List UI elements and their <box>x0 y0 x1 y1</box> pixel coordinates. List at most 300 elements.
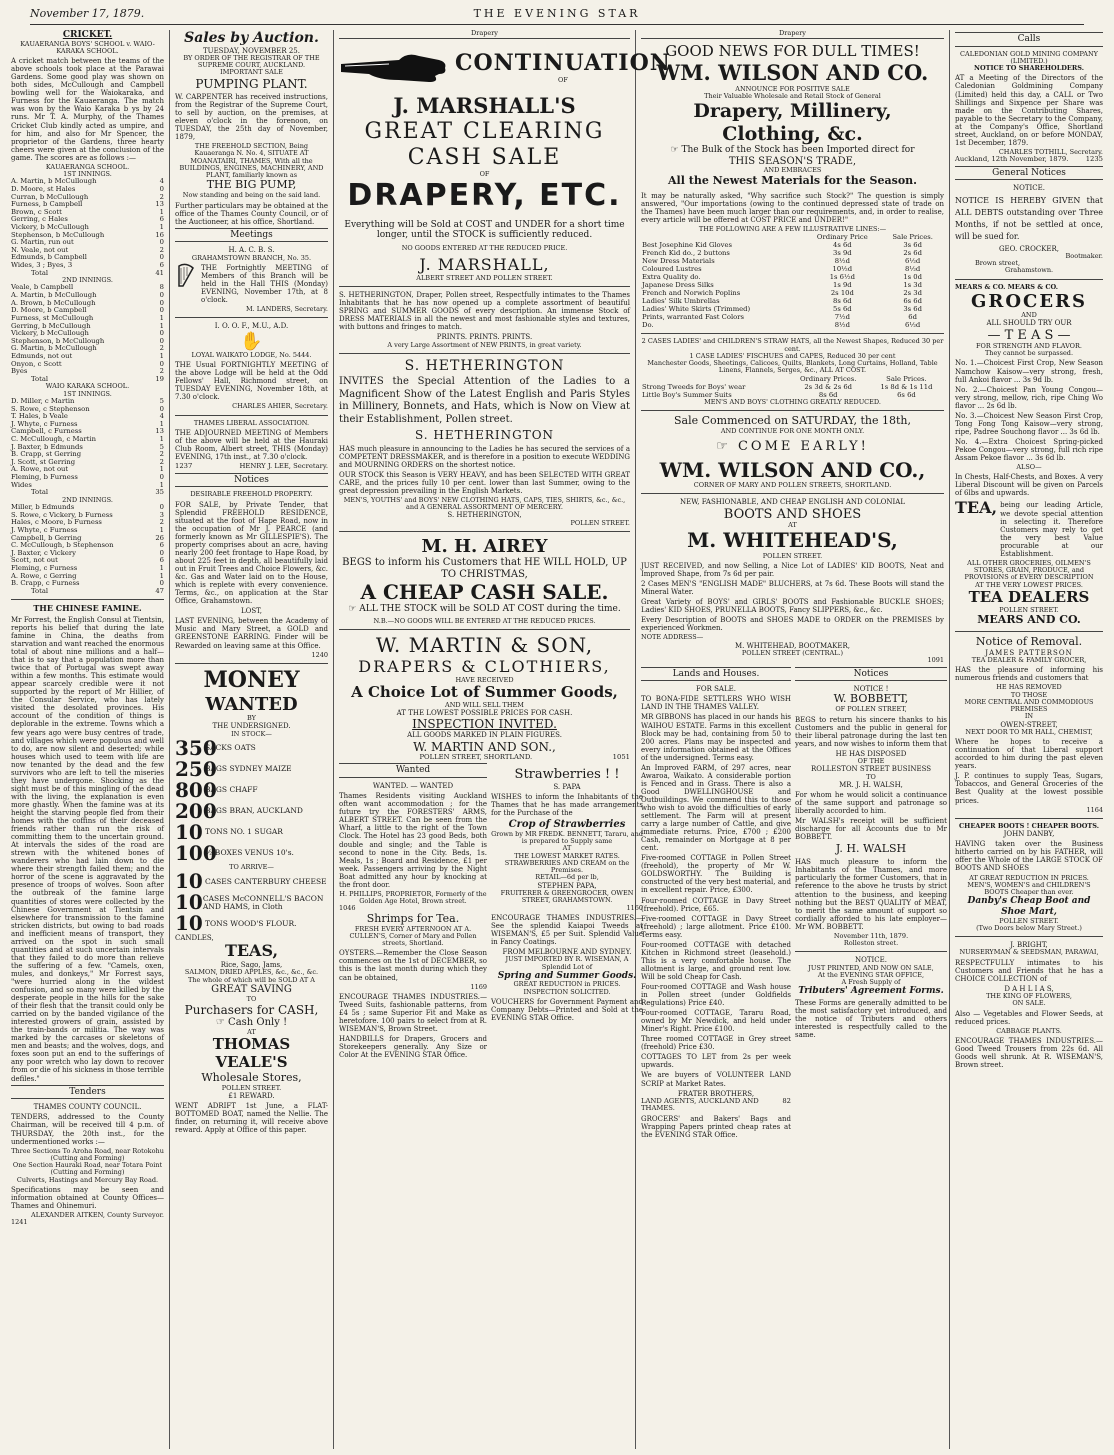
has-pleasure: HAS the pleasure of informing his numerous friends and customers that <box>955 666 1103 683</box>
walsh: J. H. WALSH <box>835 842 907 856</box>
danby-text: HAVING taken over the Business hitherto carried on by his FATHER, will offer the Whole of the LARGE STOCK OF BOOTS AND SHOES <box>955 840 1103 873</box>
ad-number: 1237 <box>175 462 193 471</box>
sale-commenced: Sale Commenced on SATURDAY, the 18th, <box>674 413 911 427</box>
cabbage-plants: CABBAGE PLANTS. <box>996 1026 1062 1035</box>
to-label: TO <box>866 772 876 781</box>
mears-signature: MEARS AND CO. <box>977 612 1081 626</box>
item-name: Ladies' Silk Umbrellas <box>642 297 720 306</box>
price-row <box>641 249 944 257</box>
tweed-table: Ordinary Prices. Sale Prices. Strong Tweeds for Boys' wear 2s 3d & 2s 6d 1s 8d & 1s 11d Little Boy's Summer Suits 8s 6d 6s 6d <box>641 375 944 399</box>
wilson-signature: WM. WILSON AND CO., <box>659 457 926 482</box>
inspection-invited: INSPECTION INVITED. <box>412 717 557 732</box>
runs: 13 <box>155 427 164 436</box>
shrimps: Shrimps for Tea. <box>366 911 460 925</box>
price: 10½d <box>832 265 853 274</box>
dahlias: D A H L I A S, <box>1004 984 1054 993</box>
ad-number: 1240 <box>311 650 328 659</box>
boys-clothing: MEN'S AND BOYS' CLOTHING GREATLY REDUCED. <box>704 397 881 406</box>
wanted-column <box>339 761 487 1061</box>
freehold-text: THE FREEHOLD SECTION, Being Kauaeranga N. No. 4, SITUATE AT MOANATAIRI, THAMES, With all the BUILDINGS, ENGINES, MACHINERY, AND PLANT, familiarly known as <box>179 142 324 180</box>
liberal-heading: THAMES LIBERAL ASSOCIATION. <box>193 418 310 427</box>
stock-item: TONS NO. 1 SUGAR <box>205 827 283 837</box>
jp-text: J. P. continues to supply Teas, Sugars, Tobaccos, and General Groceries of the Best Quality at the lowest possible prices. <box>955 772 1103 805</box>
removal-heading: Notice of Removal. <box>975 634 1083 648</box>
ioof-heading: I. O. O. F., M.U., A.D. <box>214 322 289 331</box>
stock-quantity: 10 <box>175 911 203 936</box>
danby-mart: Danby's Cheap Boot and Shoe Mart, <box>967 896 1091 917</box>
team-2-name: WAIO KARAKA SCHOOL. <box>45 382 130 391</box>
reward-heading: £1 REWARD. <box>228 1091 275 1100</box>
batsman: Furness, st McCullough <box>11 313 94 322</box>
bright-text: RESPECTFULLY intimates to his Customers and Friends that he has a CHOICE COLLECTION of <box>955 958 1103 983</box>
price: 8s 6d <box>818 390 838 399</box>
batsman: Vickery, b McCullough <box>11 329 89 338</box>
price-table: Ordinary Price Sale Prices. Best Josephine Kid Gloves 4s 6d 3s 6d French Kid do., 2 buttons 3s 9d 2s 6d New Dress Materials 8½d 6½d Coloured Lustres 10½d 8½d Extra Quality do. 1s 6½d 1s 0d Japanese Dress Silks 1s 9d 1s 3d French and Norwich Poplins 2s 10d 2s 3d Ladies' Silk Umbrellas 8s 6d 6s 6d Ladies' White Skirts (Trimmed) 5s 6d 3s 6d Prints, warranted Fast Colors 7½d 6d Do. 8½d 6½d <box>641 233 944 329</box>
runs: 1 <box>159 571 164 580</box>
stock-item: ½-BOXES VENUS 10's. <box>205 848 294 858</box>
batsman: Wides, 3 ; Byes, 3 <box>11 260 73 269</box>
runs: 6 <box>159 541 164 550</box>
land-agents: LAND AGENTS, AUCKLAND AND THAMES. <box>641 1096 759 1113</box>
caledonian-text: AT a Meeting of the Directors of the Caledonian Goldmining Company (Limited) held this day, a CALL or Two Shillings and Sixpence per Share was made on the Contributing Shares, payable to the Secretary to the Company, at the Company's Office, Shortland street, Auckland, on or before MONDAY, 1st December, 1879. <box>955 74 1103 147</box>
martin-address: POLLEN STREET, SHORTLAND. <box>419 752 533 761</box>
item-name: Extra Quality do. <box>642 273 701 282</box>
note-address: NOTE ADDRESS— <box>641 633 704 642</box>
stock-row <box>175 892 328 913</box>
runs: 0 <box>159 359 164 368</box>
auction-heading: Sales by Auction. <box>184 30 319 46</box>
cash-sale: CASH SALE <box>407 144 562 170</box>
purchasers: Purchasers for CASH, <box>184 1003 319 1018</box>
lowest-prices: AT THE VERY LOWEST PRICES. <box>975 580 1083 589</box>
batsman: T. Hales, b Veale <box>11 412 68 421</box>
price: 2s 10d <box>830 289 854 298</box>
bobbett-text: BEGS to return his sincere thanks to his Customers and the public in general for their liberal patronage during the last ten years, and now wishes to inform them that <box>795 715 947 748</box>
teas: — T E A S — <box>987 327 1071 343</box>
batsman: C. McCullough, c Martin <box>11 434 97 443</box>
batsman: N. Veale, not out <box>11 245 69 254</box>
council-heading: THAMES COUNTY COUNCIL. <box>33 1103 142 1112</box>
disposed: HE HAS DISPOSED <box>835 749 907 758</box>
auction-date: TUESDAY, NOVEMBER 25. <box>203 46 300 55</box>
tea-item: No. 3.—Choicest New Season First Crop, Tong Fong Tong Kaisow—very strong, ripe, Padree Souchong flavor ... 3s 6d lb. <box>955 411 1103 436</box>
price-row <box>641 265 944 273</box>
runs: 1 <box>159 222 164 231</box>
caledonian: CALEDONIAN GOLD MINING COMPANY (LIMITED.) <box>960 49 1098 65</box>
teas-sub: Rice, Sago, Jams, <box>220 961 283 970</box>
runs: 0 <box>159 298 164 307</box>
price-row <box>641 297 944 305</box>
corner: CORNER OF MARY AND POLLEN STREETS, SHORTLAND. <box>693 481 892 490</box>
runs: 16 <box>155 230 164 239</box>
stock-item: BAGS BRAN, AUCKLAND <box>205 806 303 816</box>
scores-2 <box>11 284 164 375</box>
continuation: CONTINUATION <box>455 49 671 76</box>
section-meetings: Meetings <box>175 228 328 243</box>
batsman: Stephenson, b McCullough <box>11 336 105 345</box>
cottage-listing: Five-roomed COTTAGE in Davy Street (freehold) ; large allotment. Price £100. Terms easy. <box>641 914 791 939</box>
pollen-street: POLLEN STREET. <box>999 605 1059 614</box>
stock-quantity: 800 <box>175 777 217 802</box>
bootmaker: Bootmaker. <box>1065 251 1103 260</box>
carpenter-text: W. CARPENTER has received instructions, from the Registrar of the Supreme Court, to sell by auction, on the premises, at eleven o'clock in the forenoon, on TUESDAY, the 25th day of November, 1879, <box>175 92 328 141</box>
to-those: TO THOSE <box>1010 690 1048 699</box>
mens-boots: MEN'S, WOMEN'S and CHILDREN'S BOOTS Cheaper than ever. <box>967 880 1091 897</box>
straw-hats: 2 CASES LADIES' and CHILDREN'S STRAW HATS, all the Newest Shapes, Reduced 30 per cent. <box>641 337 944 353</box>
also: ALSO— <box>1016 463 1042 472</box>
price: 8½d <box>905 265 921 274</box>
of-label: OF <box>479 169 490 178</box>
price: 1s 0d <box>903 273 922 282</box>
bulk-text: ☞ The Bulk of the Stock has been Imported direct for <box>670 145 915 156</box>
runs: 1 <box>159 351 164 360</box>
grahamstown: Grahamstown. <box>1005 266 1054 275</box>
hacbs-signature: M. LANDERS, Secretary. <box>245 305 328 314</box>
runs: 0 <box>159 329 164 338</box>
ad-number: 1160 <box>626 903 643 912</box>
hetherington-signature: S. HETHERINGTON, <box>447 511 522 520</box>
stock-item: CASES McCONNELL'S BACON AND HAMS, in Cloth <box>202 893 324 911</box>
all-other: ALL OTHER GROCERIES, OILMEN'S STORES, GRAIN, PRODUCE, and PROVISIONS of EVERY DESCRIPTION <box>964 558 1094 582</box>
runs: 0 <box>159 503 164 512</box>
stock-row <box>175 913 328 934</box>
runs: 6 <box>159 556 164 565</box>
airey-heading: M. H. AIREY <box>421 535 548 557</box>
paper-title: THE EVENING STAR <box>473 7 641 20</box>
star-office: At the EVENING STAR OFFICE, <box>817 970 925 979</box>
at-label: AT <box>562 844 572 853</box>
item-name: French Kid do., 2 buttons <box>642 249 730 258</box>
money-heading: MONEY <box>203 666 300 693</box>
great-clearing: GREAT CLEARING <box>364 119 605 145</box>
wanted-text: Thames Residents visiting Auckland often want accommodation ; for the future try the FORESTERS' ARMS, ALBERT STREET. Can be seen from the Wharf, a little to the right of the Town Clock. The Hotel has 23 good Beds, both double and single; and the Table is second to none in the City. Beds, 1s. Meals, 1s ; Board and Residence, £1 per week. Passengers arriving by the Night Boat admitted any hour by knocking at the front door. <box>339 792 487 889</box>
runs: 13 <box>155 200 164 209</box>
papa-heading: S. PAPA <box>553 782 581 791</box>
batsman: Gerring, c Hales <box>11 215 68 224</box>
melbourne: FROM MELBOURNE AND SYDNEY. <box>502 947 632 956</box>
price: 2s 6d <box>903 249 922 258</box>
council-text: TENDERS, addressed to the County Chairman, will be received till 4 p.m. of THURSDAY, the 20th inst., for the undermentioned works :— <box>11 1113 164 1146</box>
manchester: Manchester Goods, Sheetings, Calicoes, Quilts, Blankets, Long Curtains, Holland, Table Linens, Flannels, Serges, &c., ALL AT COST. <box>647 359 938 375</box>
marshall-signature: J. MARSHALL, <box>419 255 550 275</box>
price: 6½d <box>905 321 921 330</box>
walsh-text: HAS much pleasure to inform the Inhabitants of the Thames, and more particularly the former Customers, that in reference to the above he trusts by strict attention to the business, and keeping nothing but the BEST QUALITY of MEAT, to merit the same amount of support so cordially afforded to his late employer—Mr WM. BOBBETT. <box>795 858 947 931</box>
encourage-text: ENCOURAGE THAMES INDUSTRIES.—Good Tweed Trousers from 22s 6d. All Goods well shrunk. At R. WISEMAN'S, Brown street. <box>955 1036 1103 1070</box>
wanted-heading: WANTED <box>205 693 298 715</box>
batsman: Onyon, c Scott <box>11 359 62 368</box>
and-label: AND <box>1021 311 1037 320</box>
runs: 1 <box>159 313 164 322</box>
total-row: Total 41 <box>31 268 164 277</box>
nb-text: N.B.—NO GOODS WILL BE ENTERED AT THE REDUCED PRICES. <box>373 617 596 625</box>
tea-dealers: TEA DEALERS <box>968 587 1090 606</box>
next-door: NEXT DOOR TO MR HALL, CHEMIST, <box>965 727 1093 736</box>
innings-label: 1ST INNINGS. <box>63 170 112 179</box>
stock-row <box>175 798 328 823</box>
council-signature: ALEXANDER AITKEN, County Surveyor. <box>31 1211 164 1220</box>
great-reduction: GREAT REDUCTION in PRICES. INSPECTION SOLICITED. <box>513 980 621 996</box>
chests-text: In Chests, Half-Chests, and Boxes. A very Liberal Discount will be given on Parcels of 6lbs and upwards. <box>955 473 1103 498</box>
score-row <box>11 361 164 369</box>
price: 2s 3d & 2s 6d <box>804 382 853 391</box>
undersigned: THE UNDERSIGNED. <box>212 722 291 731</box>
salmon: SALMON, DRIED APPLES, &c., &c., &c. <box>184 968 319 977</box>
runs: 2 <box>159 457 164 466</box>
price: 3s 6d <box>903 241 922 250</box>
section-wanted: Wanted <box>339 763 487 778</box>
stock-item: CASES CANTERBURY CHEESE <box>205 876 327 886</box>
receipt-text: Mr WALSH's receipt will be sufficient discharge for all Accounts due to Mr BOBBETT. <box>795 817 947 842</box>
on-sale: ON SALE. <box>1012 999 1046 1008</box>
batsman: Stephenson, b McCullough <box>11 230 105 239</box>
batsman: A. Rowe, c Gerring <box>11 571 77 580</box>
gibbons-text: MR GIBBONS has placed in our hands his WAIHOU ESTATE. Farms in this excellent Block may be had, containing from 50 to 200 acres. Plans may be inspected and every information obtained at the Offices of the undersigned. Terms easy. <box>641 713 791 762</box>
airey-text: BEGS to inform his Customers that HE WILL HOLD, UP TO CHRISTMAS, <box>342 557 627 580</box>
walsh-to: MR. J. H. WALSH, <box>839 780 903 789</box>
strawberries-column <box>491 761 643 1024</box>
wanted-head: WANTED. — WANTED <box>372 781 454 790</box>
come-early: ☞ COME EARLY! <box>716 439 869 455</box>
ad-number: 1046 <box>339 904 356 913</box>
just-printed: JUST PRINTED, AND NOW ON SALE, <box>808 963 934 972</box>
have-received: HAVE RECEIVED <box>455 675 514 684</box>
martin-heading: W. MARTIN & SON, <box>375 633 594 658</box>
wanted-signature: H. PHILLIPS, PROPRIETOR, Formerly of the Golden Age Hotel, Brown street. <box>339 889 487 906</box>
batsman: G. Martin, b McCullough <box>11 344 97 353</box>
caledonian-date: Auckland, 12th November, 1879. <box>955 155 1069 164</box>
waikato-lodge: LOYAL WAIKATO LODGE, No. 5444. <box>191 350 312 359</box>
cottage-listing: Four-roomed COTTAGE in Davy Street (freehold). Price, £65. <box>641 896 791 913</box>
walsh-date: November 11th, 1879. <box>833 931 909 940</box>
in-label: IN <box>1024 712 1034 721</box>
drapery-millinery: Drapery, Millinery, Clothing, &c. <box>693 100 892 145</box>
price: 1s 3d <box>903 281 922 290</box>
big-pump: THE BIG PUMP, <box>206 178 297 192</box>
marshall-heading: J. MARSHALL'S <box>393 93 576 119</box>
runs: 6 <box>159 215 164 224</box>
price-row <box>641 241 944 249</box>
runs: 6 <box>159 260 164 269</box>
column-2 <box>170 30 334 1449</box>
hetherington-heading-2: S. HETHERINGTON <box>414 428 555 443</box>
section-calls: Calls <box>955 32 1103 47</box>
notice-heading: NOTICE. <box>1013 184 1045 193</box>
batsman: Miller, b Edmunds <box>11 503 75 512</box>
frater-brothers: FRATER BROTHERS, <box>677 1089 755 1098</box>
runs: 3 <box>159 510 164 519</box>
total-row: Total 19 <box>31 374 164 383</box>
batsman: D. Moore, st Hales <box>11 184 76 193</box>
cream: STRAWBERRIES AND CREAM on the Premises. <box>504 858 630 875</box>
stock-list <box>175 735 328 865</box>
naturally-text: It may be naturally asked, "Why sacrifice such Stock?" The question is simply answered, "Our importations (owing to the continued depressed state of trade on the Thames) have been much larger than our requirements, and, in order to realise, every article will be offered at COST PRICE and UNDER!" <box>641 191 944 224</box>
batsman: Fleming, c Furness <box>11 563 78 572</box>
mears-top: MEARS & CO. MEARS & CO. <box>955 282 1059 291</box>
item-name: Japanese Dress Silks <box>642 281 714 290</box>
bona-fide: TO BONA-FIDE SETTLERS WHO WISH LAND IN THE THAMES VALLEY. <box>641 695 791 712</box>
embraces: AND EMBRACES <box>763 166 822 175</box>
price-row <box>641 305 944 313</box>
pointing-hand-icon: ☞ <box>716 439 731 455</box>
cash-only: ☞ Cash Only ! <box>215 1017 288 1029</box>
removed: HE HAS REMOVED <box>996 683 1062 692</box>
prints-sub: A very Large Assortment of NEW PRINTS, in great variety. <box>387 340 582 349</box>
cottage-list <box>641 854 791 1069</box>
item-name: French and Norwich Poplins <box>642 289 741 298</box>
price: 3s 6d <box>903 305 922 314</box>
stock-row <box>175 819 328 844</box>
batsman: B. Crapp, c Furness <box>11 579 80 588</box>
rolleston-business: ROLLESTON STREET BUSINESS <box>810 765 932 774</box>
oysters-text: OYSTERS.—Remember the Close Season commences on the 1st of DECEMBER, so this is the last month during which they can be obtained, <box>339 949 487 982</box>
good-news: GOOD NEWS FOR DULL TIMES! <box>665 42 920 61</box>
stock-item: SACKS OATS <box>205 743 256 753</box>
ad-number: 1169 <box>470 982 487 991</box>
total-row: Total 35 <box>31 488 164 497</box>
vegetables: Also — Vegetables and Flower Seeds, at reduced prices. <box>955 1009 1103 1026</box>
runs: 2 <box>159 518 164 527</box>
runs: 4 <box>159 412 164 421</box>
choice-lot: A Choice Lot of Summer Goods, <box>351 683 618 701</box>
strawberries: Strawberries ! ! <box>514 767 620 783</box>
auction-order: BY ORDER OF THE REGISTRAR OF THE SUPREME COURT, AUCKLAND. <box>183 53 320 70</box>
stock-quantity: 350 <box>175 735 217 760</box>
market-rates: THE LOWEST MARKET RATES. <box>514 851 620 860</box>
liberal-text: THE ADJOURNED MEETING of Members of the above will be held at the Hauraki Club Room, Albert street, THIS (Monday) EVENING, 17th inst., at 7.30 o'clock. <box>175 428 328 461</box>
batsman: Brown, c Scott <box>11 207 62 216</box>
section-notices: Notices <box>175 473 328 488</box>
cottage-listing: COTTAGES TO LET from 2s per week upwards. <box>641 1053 791 1070</box>
section-general-notices: General Notices <box>955 166 1103 181</box>
forms-text: These Forms are generally admitted to be the most satisfactory yet introduced, and the notice of Tributers and others interested is respectfully called to the same. <box>795 998 947 1040</box>
bright: J. BRIGHT, <box>1010 941 1048 950</box>
pointing-hand-icon: ☞ <box>348 604 357 615</box>
pumping-plant: PUMPING PLANT. <box>195 76 308 91</box>
cottage-listing: Five-roomed COTTAGE in Pollen Street (freehold), the property of Mr W. GOLDSWORTHY. The Building is constructed of the very best material, and in excellent repair. Price, £300. <box>641 854 791 895</box>
runs: 1 <box>159 480 164 489</box>
liberal-signature: HENRY J. LEE, Secretary. <box>239 462 328 471</box>
score-row <box>11 474 164 482</box>
batsman: Edmunds, b Campbell <box>11 253 87 262</box>
runs: 0 <box>159 184 164 193</box>
batsman: Campbell, c Furness <box>11 427 82 436</box>
batsman: A. Martin, b McCullough <box>11 291 97 300</box>
cannot-surpass: They cannot be surpassed. <box>984 349 1074 358</box>
pointing-hand-icon: ☞ <box>670 145 679 156</box>
fresh-supply: A Fresh Supply of <box>841 978 901 987</box>
price: 6d <box>908 313 917 322</box>
candles: CANDLES, <box>175 934 214 943</box>
desirable-text: FOR SALE, by Private Tender, that Splendid FREEHOLD RESIDENCE, situated at the foot of Hape Road, now in the occupation of Mr J. PEARCE (and formerly known as Mr GILLESPIE'S). The property comprises about an acre, having nearly 200 feet frontage to Hape Road, by about 225 feet in depth, all beautifully laid out in Fruit Trees and Choice Flowers, &c. &c. Gas and Water laid on to the House, which is replete with every convenience. Terms, &c., on application at the Star Office, Grahamstown. <box>175 500 328 606</box>
spring-goods: Spring and Summer Goods. <box>497 970 637 981</box>
vouchers-text: VOUCHERS for Government Payment and Company Debts—Printed and Sold at the EVENING STAR Office. <box>491 997 643 1022</box>
batsman: Veale, b Campbell <box>11 283 74 292</box>
reduction: AT GREAT REDUCTION IN PRICES. <box>969 873 1089 882</box>
newest-materials: All the Newest Materials for the Season. <box>668 173 917 187</box>
batsman: Wides <box>11 480 32 489</box>
waikato-signature: CHARLES AHIER, Secretary. <box>232 402 328 411</box>
runs: 5 <box>159 442 164 451</box>
great-saving: GREAT SAVING <box>211 983 292 995</box>
price-row <box>641 281 944 289</box>
batsman: J. Whyte, c Furness <box>11 419 78 428</box>
runs: 5 <box>159 396 164 405</box>
pollen-street: POLLEN STREET. <box>999 916 1059 925</box>
brown-street: Brown street, <box>975 259 1021 268</box>
cottage-listing: Four-roomed COTTAGE, Tararu Road, owned by Mr Newdick, and held under Miner's Right. Price £100. <box>641 1009 791 1034</box>
batsman: S. Rowe, c Stephenson <box>11 404 90 413</box>
item-name: Best Josephine Kid Gloves <box>642 241 732 250</box>
at-label: AT <box>247 1027 256 1036</box>
runs: 0 <box>159 473 164 482</box>
nurseryman: NURSERYMAN & SEEDSMAN, PARAWAI, <box>959 948 1099 957</box>
runs: 8 <box>159 283 164 292</box>
invites-text: INVITES the Special Attention of the Ladies to a Magnificent Show of the Latest English and Paris Styles in Millinery, Bonnets, and Hats, which is Now on View at their Establishment, Pollen street. <box>339 376 630 425</box>
item-name: Strong Tweeds for Boys' wear <box>642 382 746 391</box>
stock-row <box>175 777 328 802</box>
tributers-forms: Tributers' Agreement Forms. <box>798 986 944 997</box>
hacbs-heading: H. A. C. B. S. <box>228 246 275 255</box>
section-drapery: Drapery <box>641 30 944 39</box>
masthead <box>30 8 1084 25</box>
price: 8s 6d <box>833 297 852 306</box>
new-fashionable: NEW, FASHIONABLE, AND CHEAP ENGLISH AND COLONIAL <box>680 498 905 507</box>
ad-number: 1051 <box>612 752 630 761</box>
mens-clothing: MEN'S, YOUTHS' and BOYS' NEW CLOTHING HATS, CAPS, TIES, SHIRTS, &c., &c., and A GENERAL ASSORTMENT OF MERCERY. <box>343 495 626 512</box>
batsman: Furness, b Campbell <box>11 200 83 209</box>
ad-number: 1235 <box>1085 155 1103 164</box>
innings-label: 2ND INNINGS. <box>62 276 113 285</box>
harp-icon <box>175 262 197 288</box>
stock-quantity: 10 <box>175 890 203 915</box>
english-made: 2 Cases MEN'S "ENGLISH MADE" BLUCHERS, at 7s 6d. These Boots will stand the Mineral Water. <box>641 580 944 597</box>
price: 6s 6d <box>903 297 922 306</box>
batsman: Byes <box>11 367 28 376</box>
marshall-address: ALBERT STREET AND POLLEN STREET. <box>416 273 553 282</box>
price: 6½d <box>905 257 921 266</box>
particulars-text: Further particulars may be obtained at the office of the Thames County Council, or of the Auctioneer, at his office, Shortland. <box>175 201 328 226</box>
batsman: J. Whyte, c Furness <box>11 525 78 534</box>
runs: 0 <box>159 404 164 413</box>
whitehead: M. WHITEHEAD'S, <box>687 528 898 553</box>
lines-heading: THE FOLLOWING ARE A FEW ILLUSTRATIVE LINES:— <box>698 224 887 233</box>
item-name: New Dress Materials <box>642 257 715 266</box>
of-the: OF THE <box>857 757 885 766</box>
imported: JUST IMPORTED BY R. WISEMAN, A Splendid Lot of <box>505 955 629 971</box>
grown-by: Grown by MR FREDK. BENNETT, Tararu, and is prepared to Supply same <box>491 829 643 846</box>
hopes-text: Where he hopes to receive a continuation of that Liberal support accorded to him during the past eleven years. <box>955 738 1103 771</box>
pollen-street: POLLEN STREET. <box>762 551 823 560</box>
runs: 0 <box>159 253 164 262</box>
runs: 1 <box>159 207 164 216</box>
runs: 4 <box>159 177 164 186</box>
runs: 0 <box>159 336 164 345</box>
batsman: Fleming, b Furness <box>11 473 78 482</box>
cheap-cash-sale: A CHEAP CASH SALE. <box>360 579 609 604</box>
at-label: AT <box>788 520 797 529</box>
column-4 <box>636 30 950 1449</box>
owen-street: OWEN-STREET, <box>1000 720 1058 729</box>
announce: ANNOUNCE FOR POSITIVE SALE <box>735 84 850 93</box>
to-arrive-label: TO ARRIVE— <box>229 862 274 871</box>
ad-number: 1241 <box>11 1218 28 1227</box>
runs: 1 <box>159 525 164 534</box>
team-1-name: KAUAERANGA SCHOOL. <box>45 162 130 171</box>
stephen-papa: STEPHEN PAPA, <box>537 881 597 890</box>
runs: 1 <box>159 465 164 474</box>
waikato-text: THE Usual FORTNIGHTLY MEETING of the above Lodge will be held at the Odd Fellows' Hall, Richmond street, on TUESDAY EVENING, November 18th, at 7.30 o'clock. <box>175 361 328 402</box>
fichus: 1 CASE LADIES' FISCHUES and CAPES, Reduced 30 per cent <box>689 351 896 360</box>
